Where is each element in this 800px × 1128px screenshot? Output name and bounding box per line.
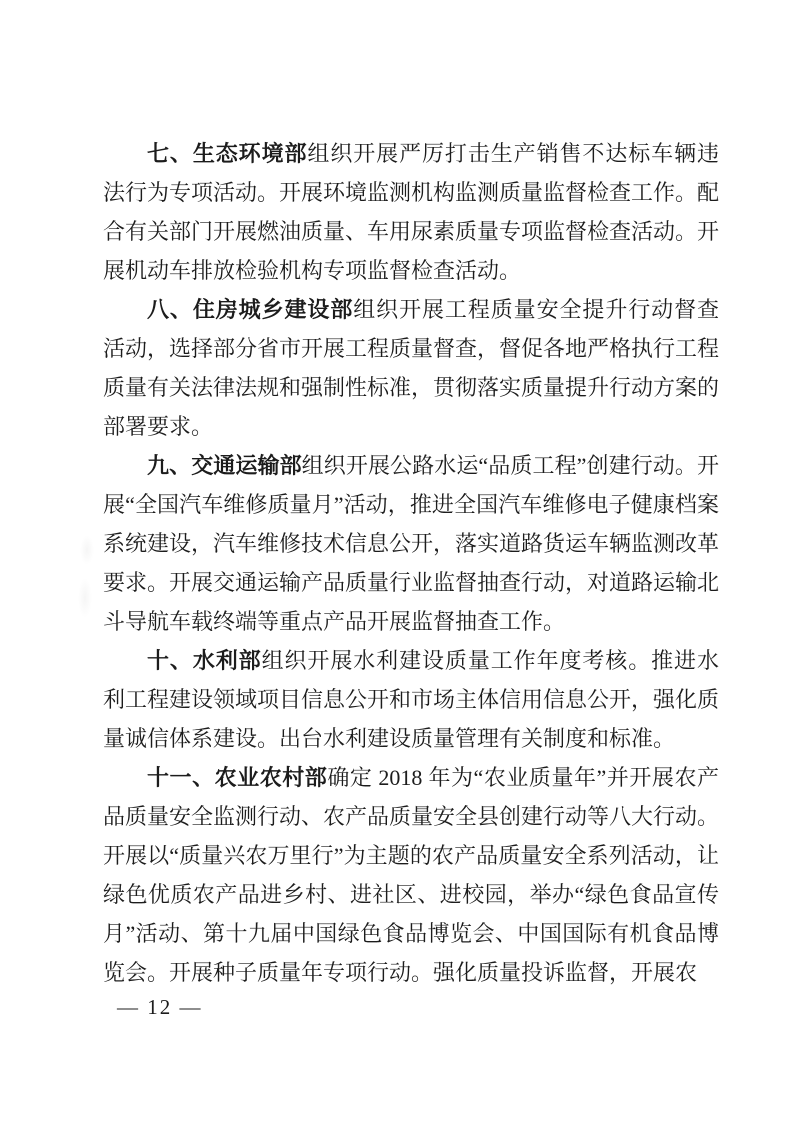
paragraph-body: 组织开展公路水运“品质工程”创建行动。开展“全国汽车维修质量月”活动，推进全国汽车维修电子健康档案系统建设，汽车维修技术信息公开，落实道路货运车辆监测改革要求。开展交通运输产品质量行业监督抽查行动，对道路运输北斗导航车载终端等重点产品开展监督抽查工作。: [103, 453, 720, 634]
paragraph-lead: 九、交通运输部: [147, 453, 302, 478]
paragraph-body: 组织开展严厉打击生产销售不达标车辆违法行为专项活动。开展环境监测机构监测质量监督检查工作。配合有关部门开展燃油质量、车用尿素质量专项监督检查活动。开展机动车排放检验机构专项监督检查活动。: [103, 141, 720, 283]
paragraph-lead: 十、水利部: [147, 648, 262, 673]
paragraph-8-housing-construction: [103, 290, 719, 446]
paragraph-7-ecology-environment: [103, 134, 719, 290]
paragraph-lead: 八、住房城乡建设部: [147, 297, 354, 322]
paragraph-9-transport: [103, 446, 719, 641]
paragraph-10-water-resources: [103, 641, 719, 758]
paragraph-11-agriculture-rural: [103, 758, 719, 992]
document-body: [103, 134, 719, 992]
paragraph-body: 组织开展水利建设质量工作年度考核。推进水利工程建设领域项目信息公开和市场主体信用信息公开，强化质量诚信体系建设。出台水利建设质量管理有关制度和标准。: [103, 648, 720, 751]
paragraph-body: 组织开展工程质量安全提升行动督查活动，选择部分省市开展工程质量督查，督促各地严格执行工程质量有关法律法规和强制性标准，贯彻落实质量提升行动方案的部署要求。: [103, 297, 720, 439]
scan-artifact: [80, 535, 94, 565]
paragraph-body: 确定 2018 年为“农业质量年”并开展农产品质量安全监测行动、农产品质量安全县创建行动等八大行动。开展以“质量兴农万里行”为主题的农产品质量安全系列活动，让绿色优质农产品进乡村、进社区、进校园，举办“绿色食品宣传月”活动、第十九届中国绿色食品博览会、中国国际有机食品博览会。开展种子质量年专项行动。强化质量投诉监督，开展农: [103, 765, 720, 985]
paragraph-lead: 七、生态环境部: [147, 141, 308, 166]
paragraph-lead: 十一、农业农村部: [147, 765, 328, 790]
scan-artifact: [78, 578, 92, 618]
page-number: — 12 —: [117, 995, 203, 1019]
